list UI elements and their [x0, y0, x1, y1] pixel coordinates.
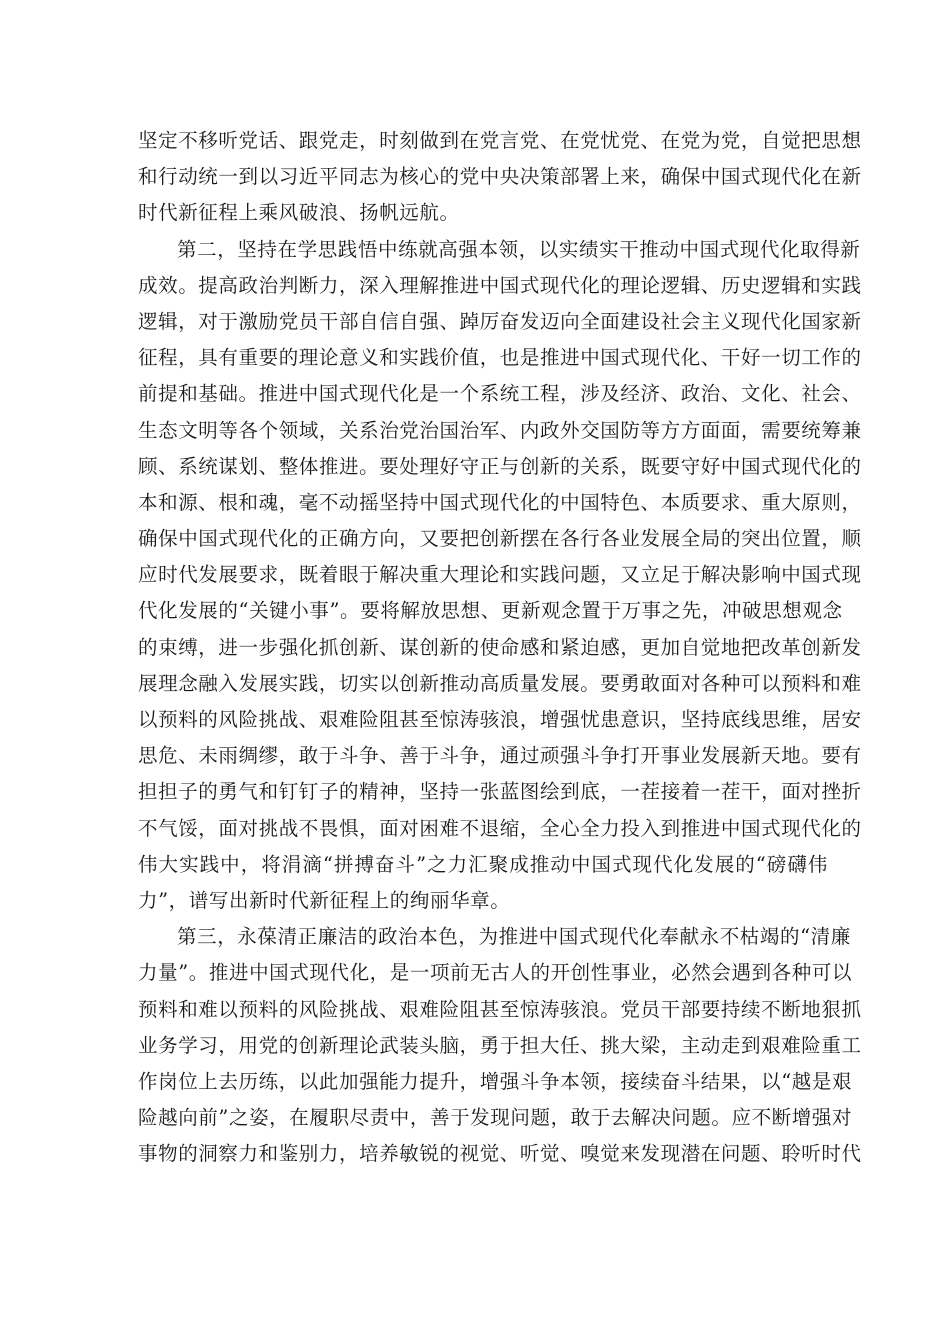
text-line: 应时代发展要求，既着眼于解决重大理论和实践问题，又立足于解决影响中国式现	[138, 563, 862, 587]
text-line: 不气馁，面对挑战不畏惧，面对困难不退缩，全心全力投入到推进中国式现代化的	[138, 816, 862, 840]
text-line: 力”，谱写出新时代新征程上的绚丽华章。	[138, 888, 511, 912]
text-line: 事物的洞察力和鉴别力，培养敏锐的视觉、听觉、嗅觉来发现潜在问题、聆听时代	[138, 1142, 862, 1166]
text-line: 担担子的勇气和钉钉子的精神，坚持一张蓝图绘到底，一茬接着一茬干，面对挫折	[138, 780, 862, 804]
text-line: 思危、未雨绸缪，敢于斗争、善于斗争，通过顽强斗争打开事业发展新天地。要有	[138, 744, 862, 768]
text-line: 成效。提高政治判断力，深入理解推进中国式现代化的理论逻辑、历史逻辑和实践	[138, 273, 862, 297]
text-line: 确保中国式现代化的正确方向，又要把创新摆在各行各业发展全局的突出位置，顺	[138, 527, 862, 551]
text-line: 顾、系统谋划、整体推进。要处理好守正与创新的关系，既要守好中国式现代化的	[138, 454, 862, 478]
text-line: 伟大实践中，将涓滴“拼搏奋斗”之力汇聚成推动中国式现代化发展的“磅礴伟	[138, 852, 828, 876]
text-line: 预料和难以预料的风险挑战、艰难险阻甚至惊涛骇浪。党员干部要持续不断地狠抓	[138, 997, 862, 1021]
text-line: 第二，坚持在学思践悟中练就高强本领，以实绩实干推动中国式现代化取得新	[177, 237, 861, 261]
text-line: 险越向前”之姿，在履职尽责中，善于发现问题，敢于去解决问题。应不断增强对	[138, 1106, 853, 1130]
text-line: 的束缚，进一步强化抓创新、谋创新的使命感和紧迫感，更加自觉地把改革创新发	[138, 635, 862, 659]
text-line: 坚定不移听党话、跟党走，时刻做到在党言党、在党忧党、在党为党，自觉把思想	[138, 129, 862, 152]
text-line: 第三，永葆清正廉洁的政治本色，为推进中国式现代化奉献永不枯竭的“清廉	[177, 925, 851, 949]
text-line: 作岗位上去历练，以此加强能力提升，增强斗争本领，接续奋斗结果，以“越是艰	[138, 1069, 853, 1093]
text-line: 力量”。推进中国式现代化，是一项前无古人的开创性事业，必然会遇到各种可以	[138, 961, 853, 985]
text-line: 展理念融入发展实践，切实以创新推动高质量发展。要勇敢面对各种可以预料和难	[138, 671, 862, 695]
text-line: 以预料的风险挑战、艰难险阻甚至惊涛骇浪，增强忧患意识，坚持底线思维，居安	[138, 708, 862, 731]
text-line: 逻辑，对于激励党员干部自信自强、踔厉奋发迈向全面建设社会主义现代化国家新	[138, 309, 862, 333]
text-line: 业务学习，用党的创新理论武装头脑，勇于担大任、挑大梁，主动走到艰难险重工	[138, 1033, 862, 1057]
text-line: 和行动统一到以习近平同志为核心的党中央决策部署上来，确保中国式现代化在新	[138, 165, 862, 189]
text-line: 征程，具有重要的理论意义和实践价值，也是推进中国式现代化、干好一切工作的	[138, 346, 862, 370]
body-text	[138, 123, 862, 1172]
text-line: 代化发展的“关键小事”。要将解放思想、更新观念置于万事之先，冲破思想观念	[138, 599, 843, 623]
text-line: 生态文明等各个领域，关系治党治国治军、内政外交国防等方方面面，需要统筹兼	[138, 418, 862, 442]
text-line: 前提和基础。推进中国式现代化是一个系统工程，涉及经济、政治、文化、社会、	[138, 382, 862, 406]
text-line: 时代新征程上乘风破浪、扬帆远航。	[138, 201, 460, 225]
text-line: 本和源、根和魂，毫不动摇坚持中国式现代化的中国特色、本质要求、重大原则，	[138, 490, 862, 514]
